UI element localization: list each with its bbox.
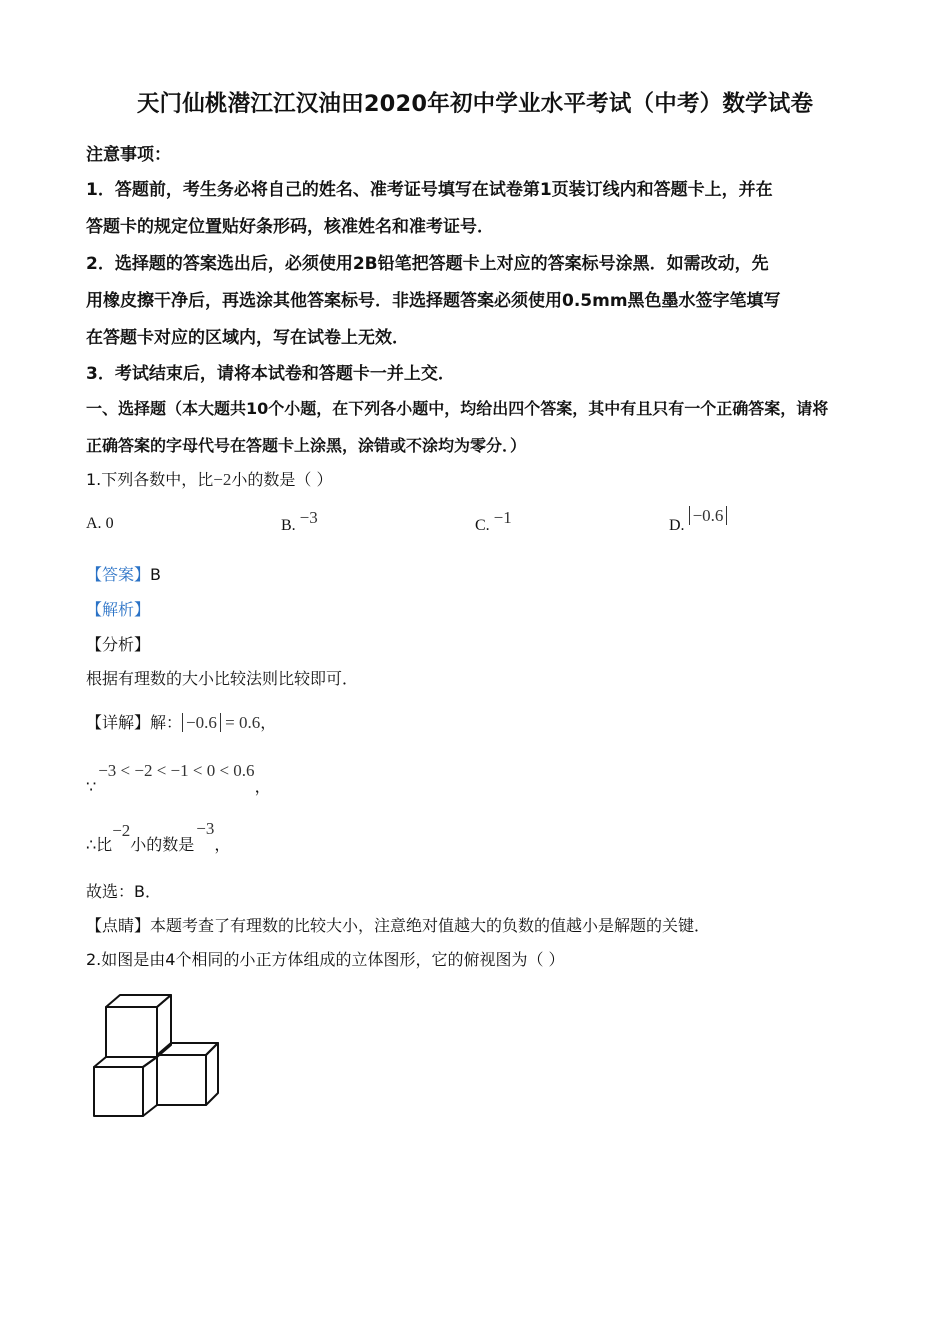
option-b-label: B. — [281, 517, 300, 534]
therefore-mid: 小的数是 — [130, 835, 195, 854]
detail-comma: ， — [260, 713, 277, 732]
option-d-value: −0.6 — [689, 506, 728, 525]
option-c-label: C. — [475, 517, 494, 534]
question-1-option-a — [86, 515, 114, 533]
question-1-option-d — [669, 506, 727, 534]
option-d-label: D. — [669, 517, 689, 534]
because-comma: ， — [254, 777, 271, 796]
question-1-stem-pre: 1.下列各数中，比 — [86, 470, 214, 489]
comment-text: 本题考查了有理数的比较大小，注意绝对值越大的负数的值越小是解题的关键． — [150, 916, 711, 935]
notice-item-3-line-1: 3．考试结束后，请将本试卷和答题卡一并上交． — [86, 364, 455, 384]
bottom-left-cube-top-face — [94, 1057, 157, 1067]
option-b-value: −3 — [299, 508, 318, 527]
comment-line — [86, 913, 710, 936]
answer-value: B — [150, 565, 161, 584]
option-a-label: A. — [86, 515, 106, 532]
notice-item-1-line-2: 答题卡的规定位置贴好条形码，核准姓名和准考证号． — [86, 217, 494, 237]
bottom-right-cube-side-face — [206, 1043, 218, 1105]
because-symbol: ∵ — [86, 777, 97, 796]
top-cube-top-face — [106, 995, 171, 1007]
detail-math-rest: = 0.6 — [220, 713, 261, 732]
therefore-line — [86, 818, 231, 854]
detail-math-abs: −0.6 — [182, 713, 221, 732]
notice-item-1-line-1: 1．答题前，考生务必将自己的姓名、准考证号填写在试卷第1页装订线内和答题卡上，并在 — [86, 180, 773, 200]
bottom-right-cube-front-face — [157, 1055, 206, 1105]
because-line — [86, 758, 271, 796]
therefore-math-1: −2 — [112, 821, 131, 840]
page-title: 天门仙桃潜江江汉油田2020年初中学业水平考试（中考）数学试卷 — [136, 91, 814, 117]
detail-line — [86, 710, 276, 733]
notice-item-2-line-3: 在答题卡对应的区域内，写在试卷上无效． — [86, 328, 409, 348]
option-c-value: −1 — [493, 508, 512, 527]
top-cube-front-face — [106, 1007, 157, 1057]
bottom-left-cube-front-face — [94, 1067, 143, 1116]
question-2-stem: 2.如图是由4个相同的小正方体组成的立体图形，它的俯视图为（ ） — [86, 950, 565, 969]
question-1-option-b — [281, 508, 318, 534]
therefore-pre: ∴比 — [86, 835, 113, 854]
therefore-comma: ， — [214, 835, 231, 854]
comment-tag: 【点睛】 — [86, 916, 151, 935]
answer-tag: 【答案】 — [86, 565, 151, 584]
section-1-instructions-line-2: 正确答案的字母代号在答题卡上涂黑，涂错或不涂均为零分．） — [86, 436, 527, 455]
section-1-instructions-line-1: 一、选择题（本大题共10个小题，在下列各小题中，均给出四个答案，其中有且只有一个正确答案，请将 — [86, 399, 829, 418]
question-1-option-c — [475, 508, 512, 534]
detail-tag: 【详解】解： — [86, 713, 183, 732]
analysis-tag: 【解析】 — [86, 600, 151, 619]
therefore-math-2: −3 — [196, 819, 215, 838]
because-math: −3 < −2 < −1 < 0 < 0.6 — [98, 761, 255, 780]
bottom-left-cube-side-face — [143, 1057, 157, 1116]
notice-item-2-line-1: 2．选择题的答案选出后，必须使用2B铅笔把答题卡上对应的答案标号涂黑．如需改动，先 — [86, 254, 769, 274]
answer-line — [86, 562, 161, 585]
question-2-cube-figure — [86, 985, 226, 1125]
notice-item-2-line-2: 用橡皮擦干净后，再选涂其他答案标号．非选择题答案必须使用0.5mm黑色墨水签字笔填写 — [86, 291, 781, 311]
option-a-value: 0 — [105, 515, 114, 532]
question-1-stem — [86, 467, 332, 490]
fenxi-text: 根据有理数的大小比较法则比较即可． — [86, 669, 359, 688]
notice-heading: 注意事项： — [86, 145, 171, 165]
question-1-stem-math: −2 — [213, 470, 232, 489]
question-1-stem-post: 小的数是（ ） — [231, 470, 333, 489]
choose-line: 故选：B． — [86, 882, 161, 901]
fenxi-tag: 【分析】 — [86, 635, 151, 654]
